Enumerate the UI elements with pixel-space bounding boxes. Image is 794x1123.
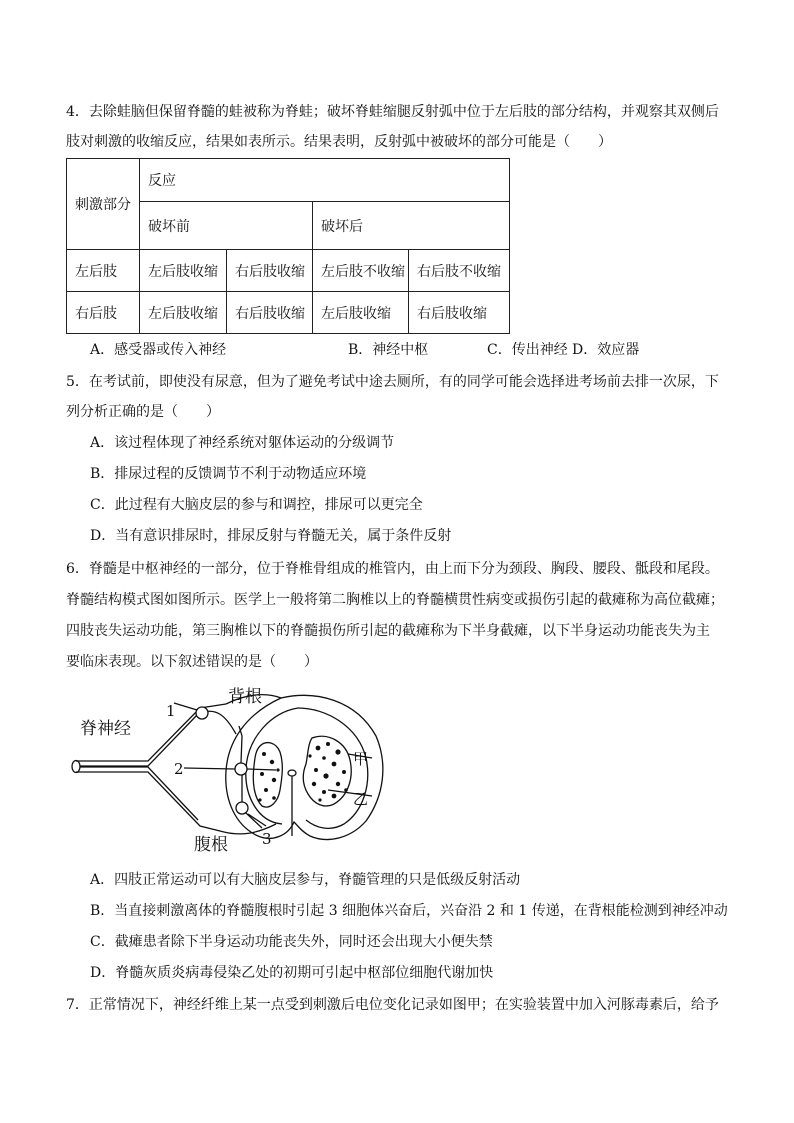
q6-stem-line-3: 四肢丧失运动功能，第三胸椎以下的脊髓损伤所引起的截瘫称为下半身截瘫，以下半身运动功能丧失为主	[66, 623, 710, 639]
table-cell: 右后肢不收缩	[409, 250, 510, 292]
table-cell: 右后肢收缩	[227, 250, 313, 292]
table-header-after: 破坏后	[313, 202, 510, 250]
q5-option-c[interactable]: C．此过程有大脑皮层的参与和调控，排尿可以更完全	[90, 497, 423, 513]
q4-option-d[interactable]: D．效应器	[572, 342, 640, 358]
q4-stem-line-2: 肢对刺激的收缩反应，结果如表所示。结果表明，反射弧中被破坏的部分可能是（ ）	[66, 134, 612, 150]
label-ventral-root: 腹根	[194, 835, 228, 855]
table-header-stimulus: 刺激部分	[67, 159, 140, 250]
table-cell: 左后肢收缩	[140, 292, 227, 334]
table-cell: 右后肢收缩	[409, 292, 510, 334]
q5-stem-line-1: 5．在考试前，即使没有尿意，但为了避免考试中途去厕所，有的同学可能会选择进考场前去排一次尿，下	[66, 374, 719, 390]
q5-stem-line-2: 列分析正确的是（ ）	[66, 404, 220, 420]
table-cell: 左后肢收缩	[140, 250, 227, 292]
q7-stem-line-1: 7．正常情况下，神经纤维上某一点受到刺激后电位变化记录如图甲；在实验装置中加入河豚毒素后，给予	[66, 997, 719, 1013]
q5-option-b[interactable]: B．排尿过程的反馈调节不利于动物适应环境	[90, 466, 367, 482]
q6-option-c[interactable]: C．截瘫患者除下半身运动功能丧失外，同时还会出现大小便失禁	[90, 934, 493, 950]
q6-option-a[interactable]: A．四肢正常运动可以有大脑皮层参与，脊髓管理的只是低级反射活动	[90, 872, 521, 888]
table-cell: 右后肢	[67, 292, 140, 334]
label-dorsal-root: 背根	[228, 687, 262, 707]
table-header-response: 反应	[140, 159, 510, 202]
q6-stem-line-2: 脊髓结构模式图如图所示。医学上一般将第二胸椎以上的脊髓横贯性病变或损伤引起的截瘫称为高位截瘫；	[66, 592, 724, 608]
table-header-before: 破坏前	[140, 202, 313, 250]
label-spinal-nerve: 脊神经	[80, 719, 131, 739]
label-yi: 乙	[353, 790, 369, 808]
spinal-cord-diagram	[66, 686, 396, 856]
q6-option-d[interactable]: D．脊髓灰质炎病毒侵染乙处的初期可引起中枢部位细胞代谢加快	[90, 965, 494, 981]
q6-stem-line-4: 要临床表现。以下叙述错误的是（ ）	[66, 654, 318, 670]
q4-response-table	[66, 158, 510, 334]
label-jia: 甲	[353, 750, 369, 768]
table-cell: 右后肢收缩	[227, 292, 313, 334]
table-cell: 左后肢不收缩	[313, 250, 409, 292]
q4-stem-line-1: 4．去除蛙脑但保留脊髓的蛙被称为脊蛙；破坏脊蛙缩腿反射弧中位于左后肢的部分结构，并观察其双侧后	[66, 104, 719, 120]
label-1: 1	[166, 702, 176, 720]
q4-option-c[interactable]: C．传出神经	[487, 342, 568, 358]
q6-stem-line-1: 6．脊髓是中枢神经的一部分，位于脊椎骨组成的椎管内，由上而下分为颈段、胸段、腰段、骶段和尾段。	[66, 561, 719, 577]
q4-option-a[interactable]: A．感受器或传入神经	[90, 342, 227, 358]
q5-option-d[interactable]: D．当有意识排尿时，排尿反射与脊髓无关，属于条件反射	[90, 528, 452, 544]
table-row	[67, 292, 510, 334]
label-2: 2	[174, 760, 184, 778]
table-cell: 左后肢收缩	[313, 292, 409, 334]
q6-option-b[interactable]: B．当直接刺激离体的脊髓腹根时引起 3 细胞体兴奋后，兴奋沿 2 和 1 传递，在背根能检测到神经冲动	[90, 903, 728, 919]
q5-option-a[interactable]: A．该过程体现了神经系统对躯体运动的分级调节	[90, 435, 395, 451]
label-3: 3	[262, 830, 272, 848]
table-cell: 左后肢	[67, 250, 140, 292]
table-row	[67, 250, 510, 292]
q4-option-b[interactable]: B．神经中枢	[348, 342, 429, 358]
